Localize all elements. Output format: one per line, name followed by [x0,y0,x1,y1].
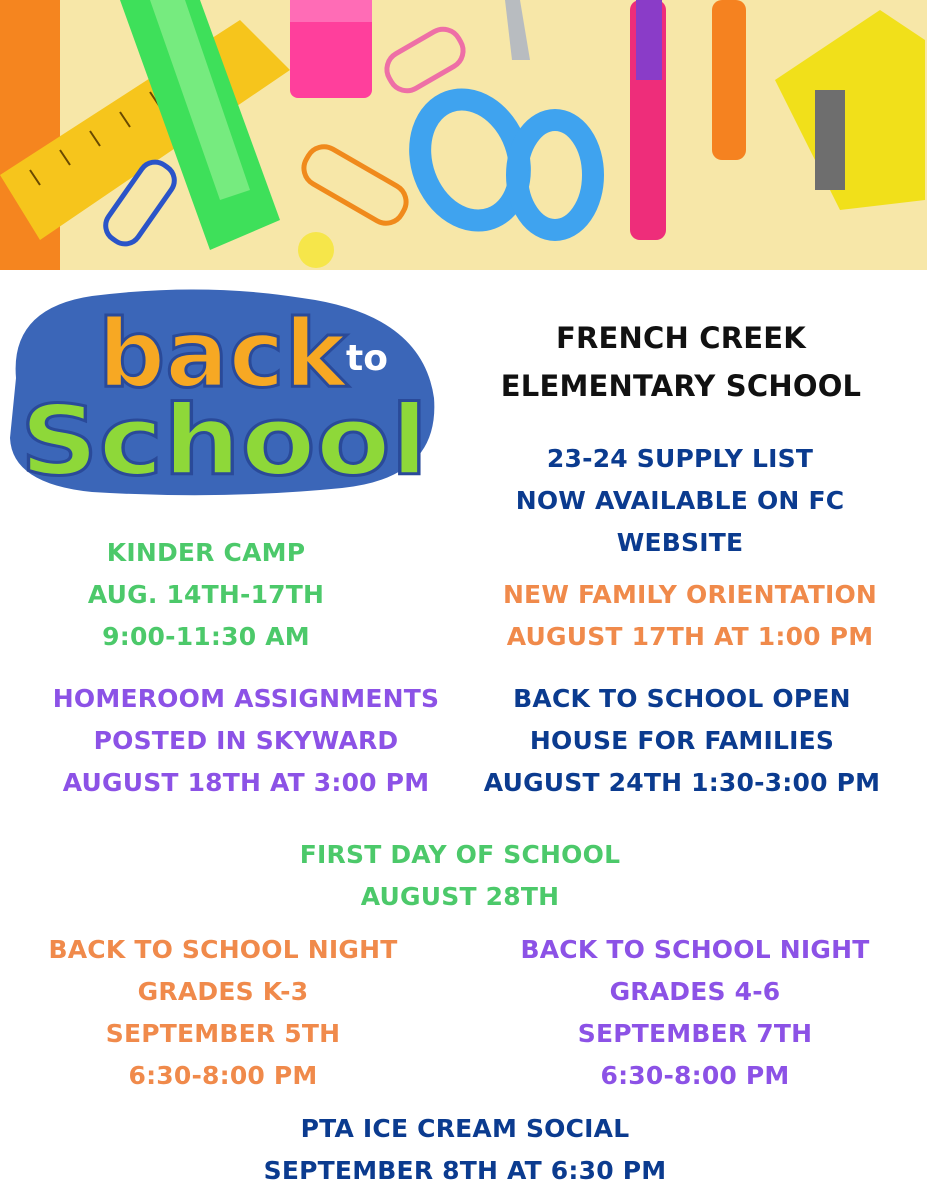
back-to-school-logo [2,278,442,500]
orientation-event [460,574,920,658]
open-house-line: HOUSE FOR FAMILIES [529,726,835,755]
supply-list-notice [445,438,915,564]
night-46-event [470,929,920,1097]
svg-text:back: back [98,300,347,409]
night-k3-line: SEPTEMBER 5TH [105,1019,341,1048]
kinder-camp-event [0,532,412,658]
kinder-camp-line: KINDER CAMP [106,538,306,567]
homeroom-event [0,678,492,804]
supply-list-line: 23-24 SUPPLY LIST [546,444,814,473]
school-title [446,314,916,410]
open-house-line: BACK TO SCHOOL OPEN [513,684,851,713]
first-day-line: AUGUST 28TH [360,882,560,911]
kinder-camp-line: AUG. 14TH-17TH [87,580,325,609]
school-title-line: ELEMENTARY SCHOOL [500,369,862,403]
night-46-line: SEPTEMBER 7TH [577,1019,813,1048]
ice-cream-social-event [180,1108,750,1192]
night-46-line: 6:30-8:00 PM [600,1061,790,1090]
night-46-line: BACK TO SCHOOL NIGHT [520,935,870,964]
homeroom-line: AUGUST 18TH AT 3:00 PM [62,768,430,797]
open-house-event [462,678,902,804]
orientation-line: AUGUST 17TH AT 1:00 PM [506,622,874,651]
school-supplies-banner [0,0,927,270]
ice-cream-social-line: PTA ICE CREAM SOCIAL [300,1114,630,1143]
supply-list-line: WEBSITE [616,528,744,557]
kinder-camp-line: 9:00-11:30 AM [102,622,310,651]
first-day-line: FIRST DAY OF SCHOOL [299,840,621,869]
svg-text:School: School [20,385,428,497]
night-k3-line: 6:30-8:00 PM [128,1061,318,1090]
ice-cream-social-line: SEPTEMBER 8TH AT 6:30 PM [263,1156,667,1185]
homeroom-line: HOMEROOM ASSIGNMENTS [52,684,440,713]
night-k3-line: GRADES K-3 [137,977,309,1006]
orientation-line: NEW FAMILY ORIENTATION [502,580,878,609]
night-k3-event [0,929,446,1097]
night-k3-line: BACK TO SCHOOL NIGHT [48,935,398,964]
svg-text:to: to [346,338,388,379]
homeroom-line: POSTED IN SKYWARD [93,726,399,755]
first-day-event [230,834,690,918]
supply-list-line: NOW AVAILABLE ON FC [515,486,845,515]
school-title-line: FRENCH CREEK [556,321,806,355]
open-house-line: AUGUST 24TH 1:30-3:00 PM [483,768,881,797]
night-46-line: GRADES 4-6 [609,977,781,1006]
